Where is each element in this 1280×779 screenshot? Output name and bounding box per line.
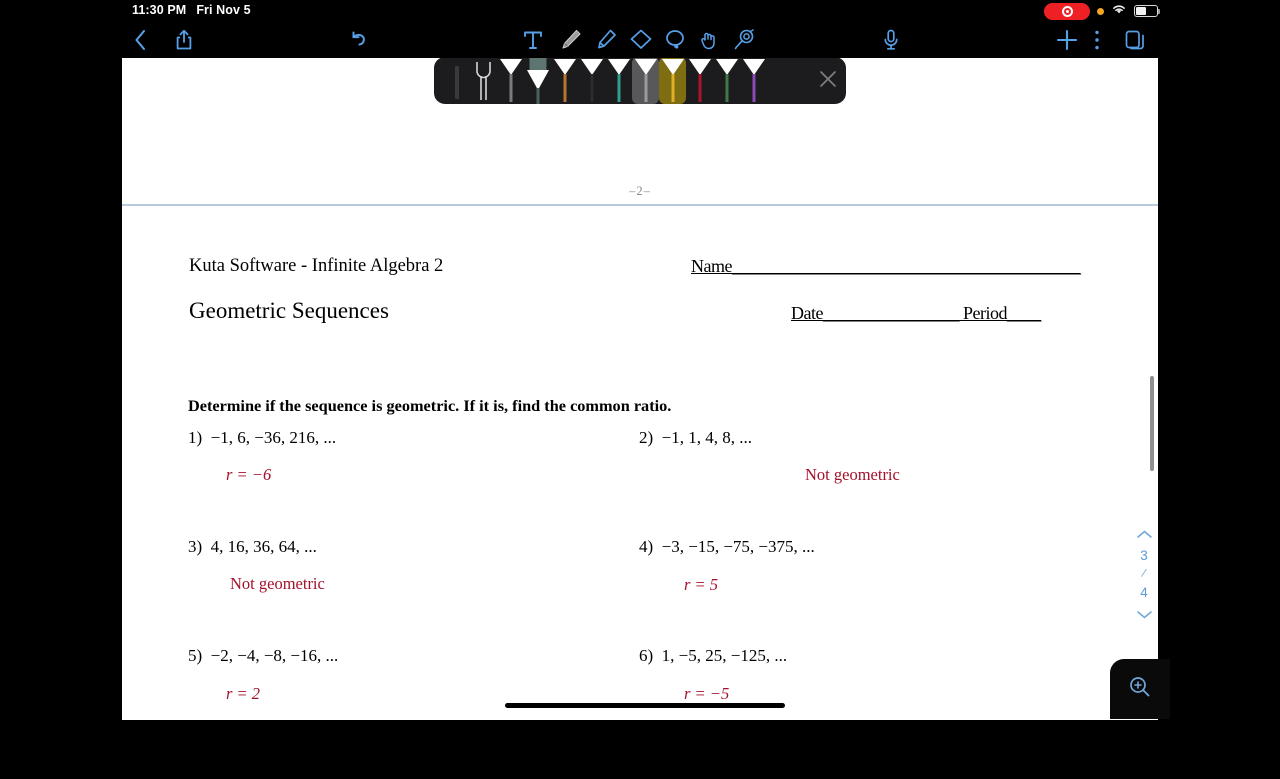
date-period-field-label: Date________________ Period____ [791,303,1041,323]
status-date: Fri Nov 5 [196,3,251,17]
page-navigator[interactable] [1122,526,1166,626]
battery-icon [1134,5,1158,17]
instructions-text: Determine if the sequence is geometric. If it is, find the common ratio. [188,396,672,415]
page-number-label: –2– [629,184,651,198]
hand-tool[interactable] [697,27,723,53]
pen-green[interactable] [713,57,740,104]
right-rail [1140,58,1280,720]
problem-2: 2) −1, 1, 4, 8, ... [639,428,753,447]
problem-row [122,428,1158,537]
zoom-in-button[interactable] [1110,659,1170,719]
microphone-button[interactable] [881,27,901,53]
total-page-number: 4 [1140,584,1148,600]
pen-gray-selected[interactable] [632,57,659,104]
worksheet-header [122,206,1158,323]
pen-teal[interactable] [605,57,632,104]
magnifier-plus-icon [1127,674,1153,705]
publisher-label: Kuta Software - Infinite Algebra 2 [189,256,444,276]
undo-button[interactable] [348,29,370,51]
screen-recording-indicator[interactable] [1044,3,1090,20]
add-button[interactable] [1055,28,1079,52]
pen-red[interactable] [686,57,713,104]
pages-button[interactable] [1123,28,1147,52]
pen-slim-dark[interactable] [443,57,470,104]
problem-6: 6) 1, −5, 25, −125, ... [639,646,788,665]
pen-tool[interactable] [558,27,584,53]
footer-instructions-text: Given the explicit formula for a geometric sequence find the first five terms and the 8th term. [188,759,835,778]
pen-dark-navy[interactable] [578,57,605,104]
problem-row [122,537,1158,646]
answer-1: r = −6 [226,465,272,484]
answer-2: Not geometric [805,465,900,484]
sticker-tool[interactable] [731,27,757,53]
text-tool[interactable] [522,28,544,52]
status-bar [0,0,1280,22]
status-time: 11:30 PM [132,3,187,17]
answer-6: r = −5 [684,684,730,703]
chevron-up-icon[interactable] [1136,526,1153,546]
status-bar-right [1044,2,1158,20]
pen-gold-selected[interactable] [659,57,686,104]
pen-color-palette[interactable] [434,57,846,104]
name-field-label: Name_________________________________________ [691,256,1081,276]
problem-4: 4) −3, −15, −75, −375, ... [639,537,815,556]
pen-purple[interactable] [740,57,767,104]
answer-3: Not geometric [230,574,325,593]
lasso-tool[interactable] [662,27,688,53]
answer-5: r = 2 [226,684,261,703]
pen-slate-green[interactable] [524,57,551,104]
problem-1: 1) −1, 6, −36, 216, ... [188,428,337,447]
problem-5: 5) −2, −4, −8, −16, ... [188,646,339,665]
privacy-indicator-dot-icon [1097,8,1104,15]
worksheet-content [122,206,1158,778]
more-button[interactable] [1094,29,1100,51]
pen-brown[interactable] [551,57,578,104]
page-scrollbar[interactable] [1150,376,1154,471]
status-bar-left [132,3,251,17]
highlighter-tool[interactable] [593,27,619,53]
problem-3: 3) 4, 16, 36, 64, ... [188,537,317,556]
notebook-page-canvas[interactable] [122,58,1158,778]
wifi-icon [1111,2,1127,20]
page-separator: / [1140,565,1148,581]
record-dot-icon [1062,6,1073,17]
answer-4: r = 5 [684,575,719,594]
close-icon[interactable] [817,68,839,90]
page-title: Geometric Sequences [189,298,389,323]
share-button[interactable] [174,28,194,52]
home-indicator [505,703,785,708]
problem-row [122,646,1158,755]
pen-gray[interactable] [497,57,524,104]
app-toolbar [0,22,1280,58]
current-page-number: 3 [1140,547,1148,563]
eraser-tool[interactable] [628,27,654,53]
back-button[interactable] [133,28,148,52]
pen-outline-white[interactable] [470,57,497,104]
chevron-down-icon[interactable] [1136,606,1153,626]
